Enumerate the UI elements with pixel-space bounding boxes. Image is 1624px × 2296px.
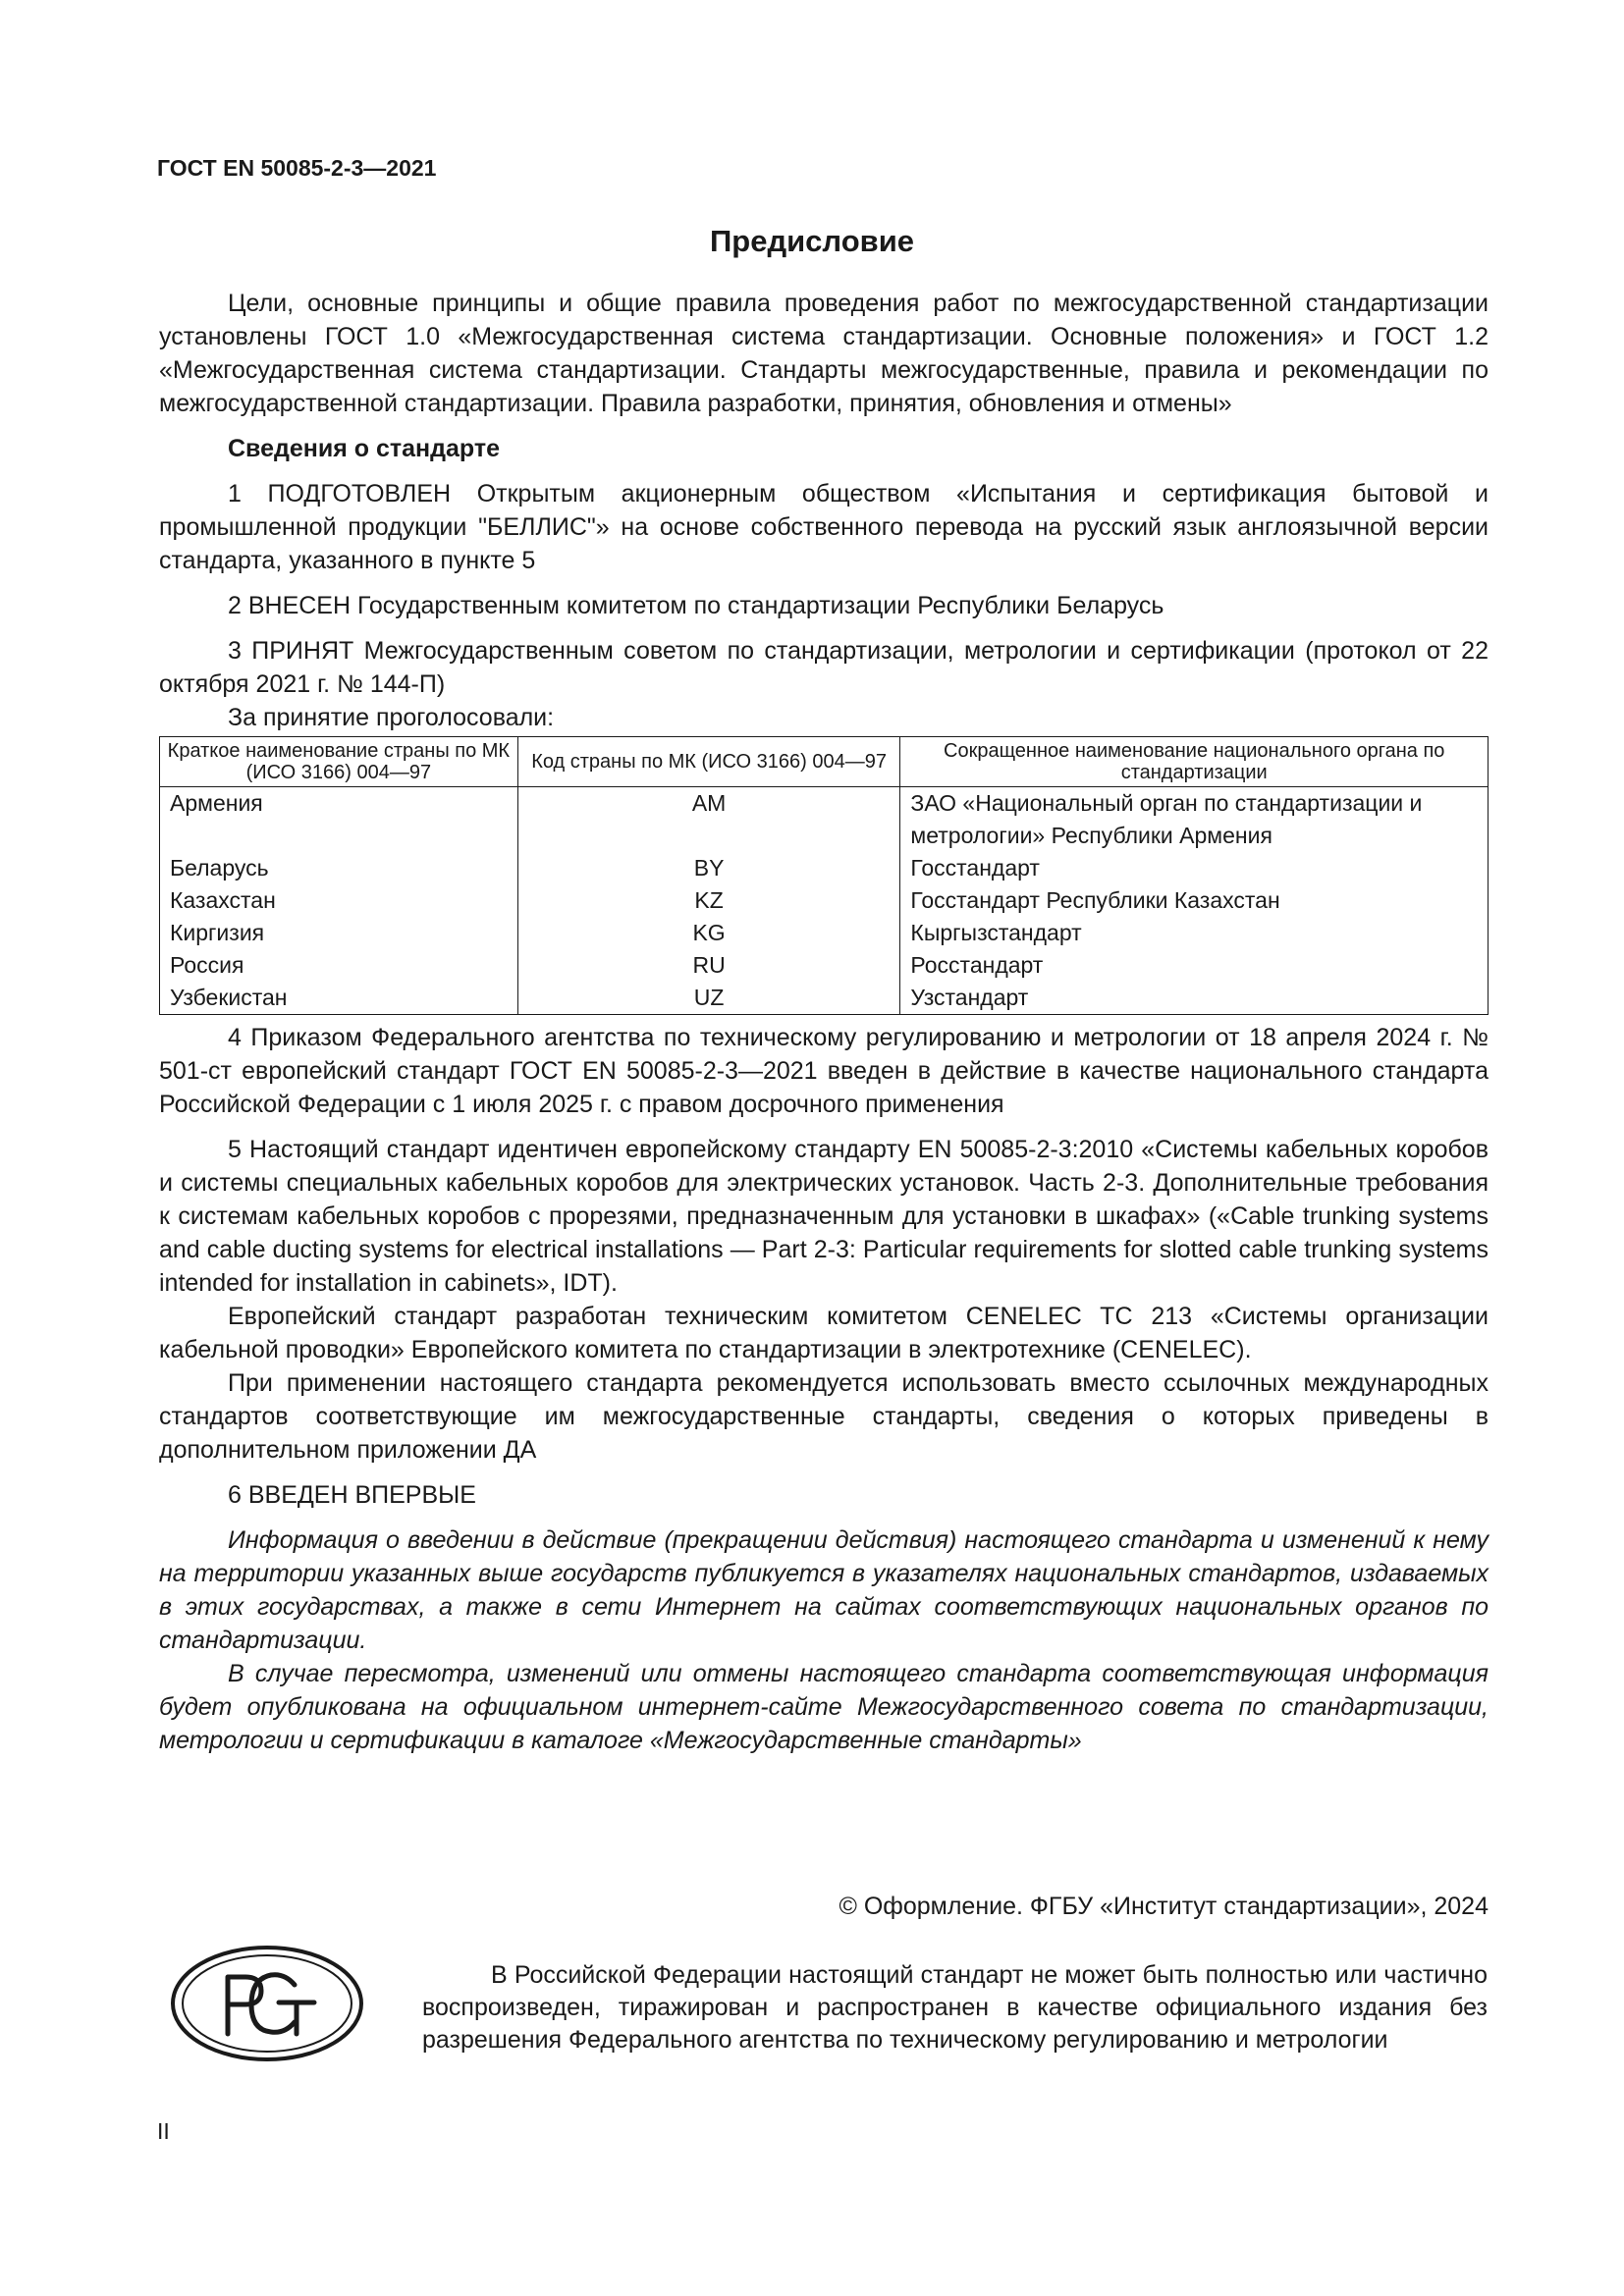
table-cell-country: Армения <box>160 787 518 853</box>
table-cell-country: Беларусь <box>160 852 518 884</box>
italic-revision-paragraph: В случае пересмотра, изменений или отмены настоящего стандарта соответствующая информация будет опубликована на официальном интернет-сайте Межгосударственного совета по стандартизации, метрологии и сертификации в каталоге «Межгосударственные стандарты» <box>159 1660 1489 1754</box>
table-cell-authority: ЗАО «Национальный орган по стандартизации и метрологии» Республики Армения <box>900 787 1489 853</box>
table-row <box>160 917 1489 949</box>
table-cell-authority: Госстандарт Республики Казахстан <box>900 884 1489 917</box>
section-title: Сведения о стандарте <box>228 435 501 462</box>
table-header-row <box>160 737 1489 787</box>
table-cell-code: UZ <box>517 982 900 1015</box>
item-2: 2 ВНЕСЕН Государственным комитетом по стандартизации Республики Беларусь <box>228 592 1164 619</box>
table-row <box>160 852 1489 884</box>
table-cell-country: Россия <box>160 949 518 982</box>
table-cell-code: KG <box>517 917 900 949</box>
document-body <box>159 287 1489 1757</box>
item-1: 1 ПОДГОТОВЛЕН Открытым акционерным обществом «Испытания и сертификация бытовой и промышленной продукции "БЕЛЛИС"» на основе собственного перевода на русский язык англоязычной версии стандарта, указанного в пункте 5 <box>159 480 1489 574</box>
preface-paragraph: Цели, основные принципы и общие правила проведения работ по межгосударственной стандартизации установлены ГОСТ 1.0 «Межгосударственная система стандартизации. Основные положения» и ГОСТ 1.2 «Межгосударственная система стандартизации. Стандарты межгосударственные, правила и рекомендации по межгосударственной стандартизации. Правила разработки, принятия, обновления и отмены» <box>159 290 1489 417</box>
rst-logo-icon <box>169 1944 365 2063</box>
table-cell-code: RU <box>517 949 900 982</box>
table-cell-authority: Росстандарт <box>900 949 1489 982</box>
item-4: 4 Приказом Федерального агентства по техническому регулированию и метрологии от 18 апреля 2024 г. № 501-ст европейский стандарт ГОСТ EN 50085-2-3—2021 введен в действие в качестве национального стандарта Российской Федерации с 1 июля 2025 г. с правом досрочного применения <box>159 1024 1489 1118</box>
table-cell-authority: Кыргызстандарт <box>900 917 1489 949</box>
table-cell-code: AM <box>517 787 900 853</box>
reproduction-rights-notice: В Российской Федерации настоящий стандарт не может быть полностью или частично воспроизведен, тиражирован и распространен в качестве официального издания без разрешения Федерального агентства по техническому регулированию и метрологии <box>422 1961 1488 2054</box>
table-header-country: Краткое наименование страны по МК (ИСО 3166) 004—97 <box>160 737 518 787</box>
table-row <box>160 982 1489 1015</box>
voting-table <box>159 736 1489 1015</box>
table-cell-country: Узбекистан <box>160 982 518 1015</box>
page-title: Предисловие <box>709 224 914 258</box>
item-5-committee: Европейский стандарт разработан техническим комитетом CENELEC TC 213 «Системы организации кабельной проводки» Европейского комитета по стандартизации в электротехнике (CENELEC). <box>159 1303 1489 1363</box>
table-cell-code: BY <box>517 852 900 884</box>
table-row <box>160 884 1489 917</box>
item-5: 5 Настоящий стандарт идентичен европейскому стандарту EN 50085-2-3:2010 «Системы кабельных коробов и системы специальных кабельных коробов для электрических установок. Часть 2-3. Дополнительные требования к системам кабельных коробов с прорезями, предназначенным для установки в шкафах» («Cable trunking systems and cable ducting systems for electrical installations — Part 2-3: Particular requirements for slotted cable trunking systems intended for installation in cabinets», IDT). <box>159 1136 1489 1297</box>
table-cell-country: Казахстан <box>160 884 518 917</box>
item-3: 3 ПРИНЯТ Межгосударственным советом по стандартизации, метрологии и сертификации (протокол от 22 октября 2021 г. № 144-П) <box>159 637 1489 698</box>
table-header-code: Код страны по МК (ИСО 3166) 004—97 <box>517 737 900 787</box>
table-cell-country: Киргизия <box>160 917 518 949</box>
table-cell-authority: Узстандарт <box>900 982 1489 1015</box>
copyright-line: © Оформление. ФГБУ «Институт стандартизации», 2024 <box>839 1893 1489 1920</box>
page-number: II <box>157 2118 170 2144</box>
italic-info-paragraph: Информация о введении в действие (прекращении действия) настоящего стандарта и изменений к нему на территории указанных выше государств публикуется в указателях национальных стандартов, издаваемых в этих государствах, а также в сети Интернет на сайтах соответствующих национальных органов по стандартизации. <box>159 1526 1489 1654</box>
item-6: 6 ВВЕДЕН ВПЕРВЫЕ <box>228 1481 476 1509</box>
document-code-header: ГОСТ EN 50085-2-3—2021 <box>157 155 437 181</box>
item-3-voted-label: За принятие проголосовали: <box>228 704 555 731</box>
table-cell-authority: Госстандарт <box>900 852 1489 884</box>
table-cell-code: KZ <box>517 884 900 917</box>
table-row <box>160 787 1489 853</box>
item-5-references: При применении настоящего стандарта рекомендуется использовать вместо ссылочных международных стандартов соответствующие им межгосударственные стандарты, сведения о которых приведены в дополнительном приложении ДА <box>159 1369 1489 1464</box>
table-row <box>160 949 1489 982</box>
table-header-authority: Сокращенное наименование национального органа по стандартизации <box>900 737 1489 787</box>
